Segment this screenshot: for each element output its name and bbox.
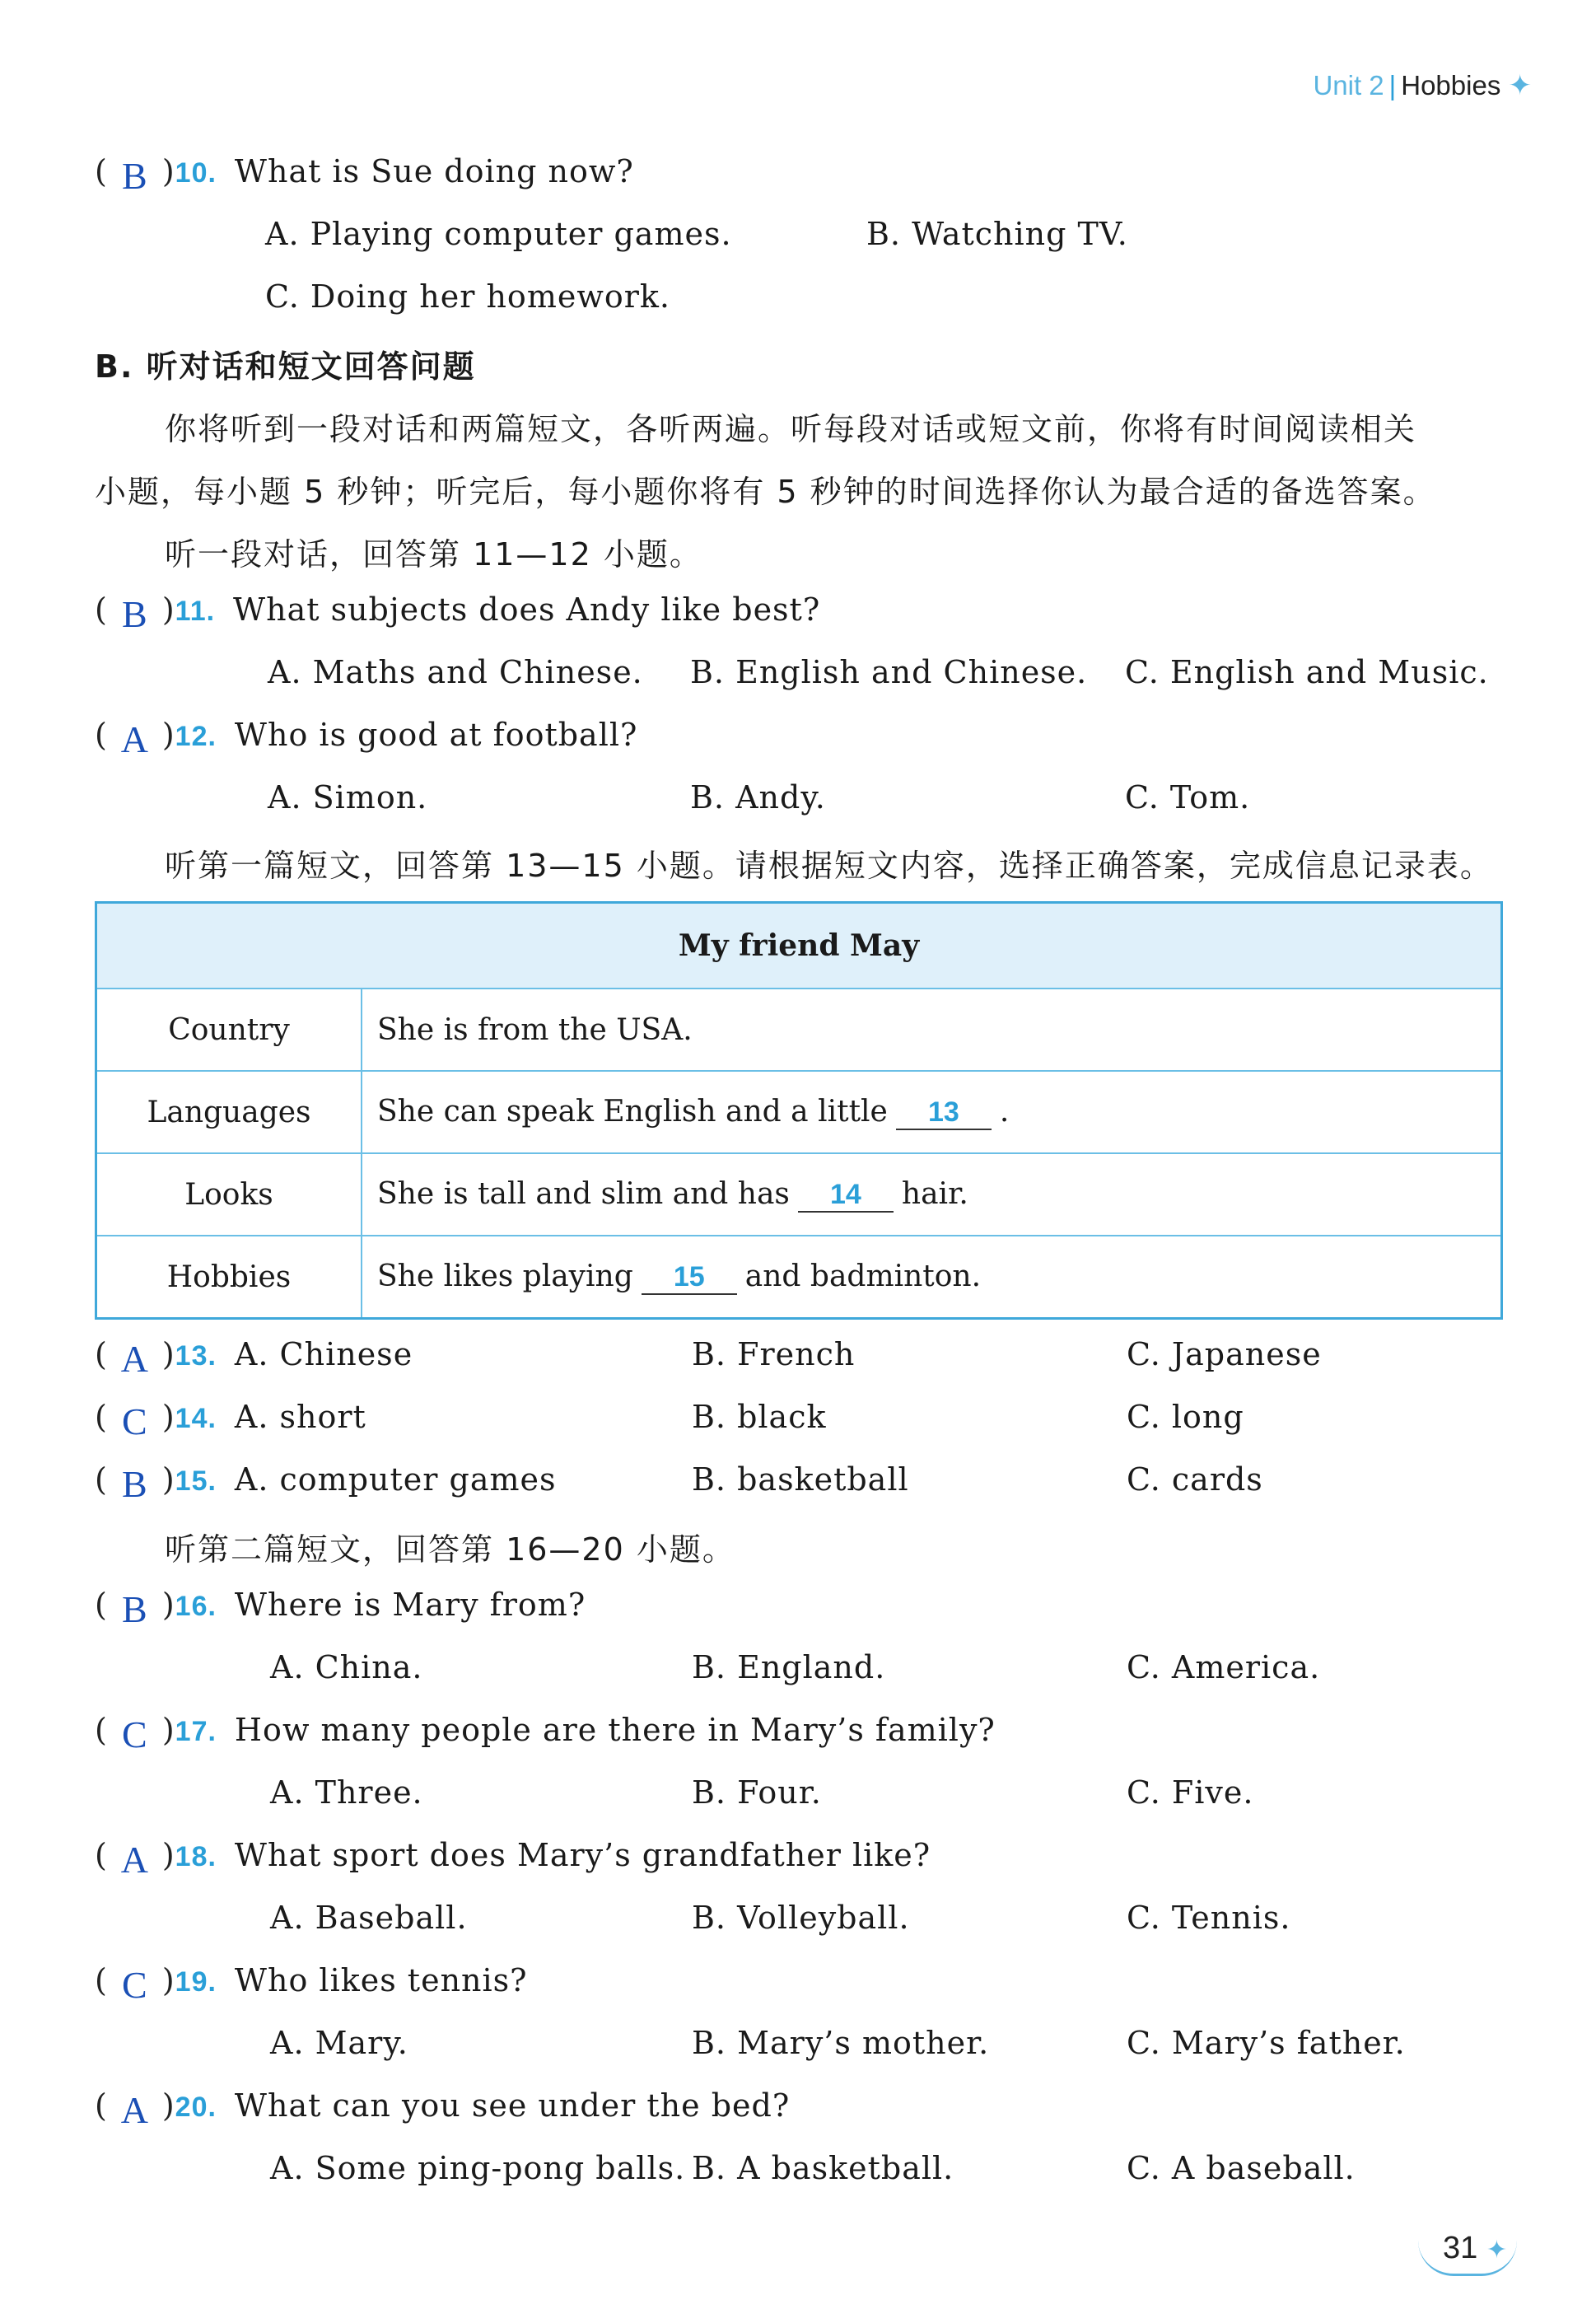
open-paren: ( (95, 717, 108, 753)
section-b-title: B. 听对话和短文回答问题 (95, 348, 476, 385)
option-b: B. Volleyball. (692, 1900, 910, 1936)
question-text: What subjects does Andy like best? (233, 591, 821, 628)
table-row (96, 1071, 1502, 1153)
close-paren: ) (161, 1399, 175, 1435)
open-paren: ( (95, 1461, 108, 1498)
row-text-end: and badminton. (744, 1259, 982, 1293)
answer-mark: B (121, 593, 148, 635)
unit-topic: Hobbies (1401, 70, 1501, 100)
table-row (96, 989, 1502, 1071)
answer-mark: A (120, 1338, 149, 1380)
blank-13: 13 (896, 1096, 992, 1130)
option-b: B. A basketball. (692, 2150, 954, 2186)
question-17 (95, 1712, 996, 1756)
row-text-end: hair. (901, 1176, 968, 1211)
question-number: 14. (175, 1403, 217, 1434)
option-b: B. English and Chinese. (690, 654, 1088, 690)
section-b-intro-line2: 小题，每小题 5 秒钟；听完后，每小题你将有 5 秒钟的时间选择你认为最合适的备选答案。 (95, 474, 1436, 510)
open-paren: ( (95, 153, 108, 189)
row-text-end: . (999, 1094, 1010, 1129)
dialog-note: 听一段对话，回答第 11—12 小题。 (165, 536, 702, 573)
question-text: How many people are there in Mary’s family? (234, 1712, 996, 1748)
question-10 (95, 153, 634, 198)
option-a: A. Three. (270, 1774, 423, 1811)
answer-mark: C (121, 1713, 148, 1755)
question-text: What is Sue doing now? (234, 153, 634, 189)
row-label: Languages (96, 1071, 362, 1153)
answer-mark: C (121, 1400, 148, 1442)
question-13 (95, 1336, 413, 1381)
option-c: C. Tennis. (1127, 1900, 1291, 1936)
question-14 (95, 1399, 366, 1443)
close-paren: ) (161, 717, 175, 753)
row-text: She can speak English and a little (377, 1094, 888, 1129)
option-b: B. black (692, 1399, 827, 1435)
row-label: Looks (96, 1153, 362, 1236)
option-a: A. short (234, 1399, 366, 1435)
open-paren: ( (95, 1587, 108, 1623)
question-text: Who likes tennis? (234, 1962, 528, 1998)
answer-mark: B (121, 1463, 148, 1505)
option-b: B. Mary’s mother. (692, 2025, 990, 2061)
row-text: She is tall and slim and has (377, 1176, 790, 1211)
option-a: A. Chinese (234, 1336, 413, 1372)
question-text: Who is good at football? (234, 717, 638, 753)
open-paren: ( (95, 1399, 108, 1435)
question-20 (95, 2087, 790, 2132)
close-paren: ) (161, 2087, 175, 2124)
question-number: 11. (175, 596, 216, 627)
option-c: C. Doing her homework. (265, 278, 671, 315)
answer-mark: A (120, 2089, 149, 2131)
unit-label: Unit 2 (1313, 70, 1384, 100)
sparkle-icon: ✦ (1508, 70, 1532, 101)
open-paren: ( (95, 1837, 108, 1873)
close-paren: ) (161, 1837, 175, 1873)
question-text: What can you see under the bed? (234, 2087, 791, 2124)
open-paren: ( (95, 1336, 108, 1372)
row-text: She likes playing (377, 1259, 633, 1293)
table-row (96, 1236, 1502, 1319)
option-a: A. Baseball. (270, 1900, 468, 1936)
page-number (1443, 2231, 1507, 2266)
open-paren: ( (95, 2087, 108, 2124)
open-paren: ( (95, 1962, 108, 1998)
option-b: B. England. (692, 1649, 886, 1685)
question-text: Where is Mary from? (234, 1587, 586, 1623)
row-value (362, 1071, 1502, 1153)
option-c: C. English and Music. (1125, 654, 1489, 690)
row-text: She is from the USA. (377, 1012, 693, 1047)
blank-14: 14 (798, 1179, 894, 1213)
option-b: B. Watching TV. (866, 216, 1128, 252)
passage1-note: 听第一篇短文，回答第 13—15 小题。请根据短文内容，选择正确答案，完成信息记录表。 (165, 848, 1493, 884)
close-paren: ) (161, 591, 175, 628)
question-11 (95, 591, 820, 636)
header-separator: | (1388, 70, 1397, 100)
option-c: C. Mary’s father. (1127, 2025, 1406, 2061)
question-19 (95, 1962, 528, 2007)
question-number: 15. (175, 1465, 217, 1497)
answer-mark: A (120, 1839, 149, 1881)
question-12 (95, 717, 637, 761)
question-number: 12. (175, 721, 217, 752)
row-value (362, 1236, 1502, 1319)
question-number: 17. (175, 1716, 217, 1747)
close-paren: ) (161, 1587, 175, 1623)
question-number: 10. (175, 157, 217, 189)
close-paren: ) (161, 1336, 175, 1372)
section-b-intro-line1: 你将听到一段对话和两篇短文，各听两遍。听每段对话或短文前，你将有时间阅读相关 (165, 411, 1417, 447)
sparkle-icon: ✦ (1486, 2237, 1507, 2264)
question-16 (95, 1587, 586, 1631)
open-paren: ( (95, 1712, 108, 1748)
question-number: 18. (175, 1841, 217, 1872)
close-paren: ) (161, 1962, 175, 1998)
close-paren: ) (161, 1712, 175, 1748)
option-c: C. Tom. (1125, 779, 1251, 816)
option-a: A. Mary. (270, 2025, 408, 2061)
option-c: C. Japanese (1127, 1336, 1322, 1372)
option-a: A. Simon. (268, 779, 428, 816)
question-number: 20. (175, 2092, 217, 2123)
option-c: C. America. (1127, 1649, 1321, 1685)
table-title: My friend May (96, 903, 1502, 989)
question-18 (95, 1837, 931, 1881)
passage2-note: 听第二篇短文，回答第 16—20 小题。 (165, 1531, 735, 1568)
option-b: B. basketball (692, 1461, 909, 1498)
open-paren: ( (95, 591, 108, 628)
question-text: What sport does Mary’s grandfather like? (234, 1837, 931, 1873)
answer-mark: B (121, 1588, 148, 1630)
option-b: B. French (692, 1336, 856, 1372)
option-b: B. Andy. (690, 779, 826, 816)
question-15 (95, 1461, 557, 1506)
option-c: C. cards (1127, 1461, 1263, 1498)
blank-15: 15 (642, 1261, 737, 1295)
option-a: A. Some ping-pong balls. (270, 2150, 686, 2186)
close-paren: ) (161, 153, 175, 189)
question-number: 19. (175, 1966, 217, 1998)
question-number: 16. (175, 1591, 217, 1622)
answer-mark: C (121, 1964, 148, 2006)
page-number-text: 31 (1443, 2231, 1478, 2265)
row-value (362, 1153, 1502, 1236)
answer-mark: A (120, 718, 149, 760)
option-c: C. long (1127, 1399, 1244, 1435)
option-a: A. computer games (234, 1461, 557, 1498)
option-a: A. China. (270, 1649, 423, 1685)
row-label: Country (96, 989, 362, 1071)
option-a: A. Playing computer games. (265, 216, 732, 252)
row-value (362, 989, 1502, 1071)
option-c: C. Five. (1127, 1774, 1254, 1811)
option-b: B. Four. (692, 1774, 822, 1811)
info-record-table (95, 901, 1503, 1320)
option-a: A. Maths and Chinese. (268, 654, 643, 690)
table-row (96, 1153, 1502, 1236)
question-number: 13. (175, 1340, 217, 1372)
close-paren: ) (161, 1461, 175, 1498)
answer-mark: B (121, 155, 148, 197)
row-label: Hobbies (96, 1236, 362, 1319)
option-c: C. A baseball. (1127, 2150, 1356, 2186)
page-header (1313, 69, 1532, 102)
